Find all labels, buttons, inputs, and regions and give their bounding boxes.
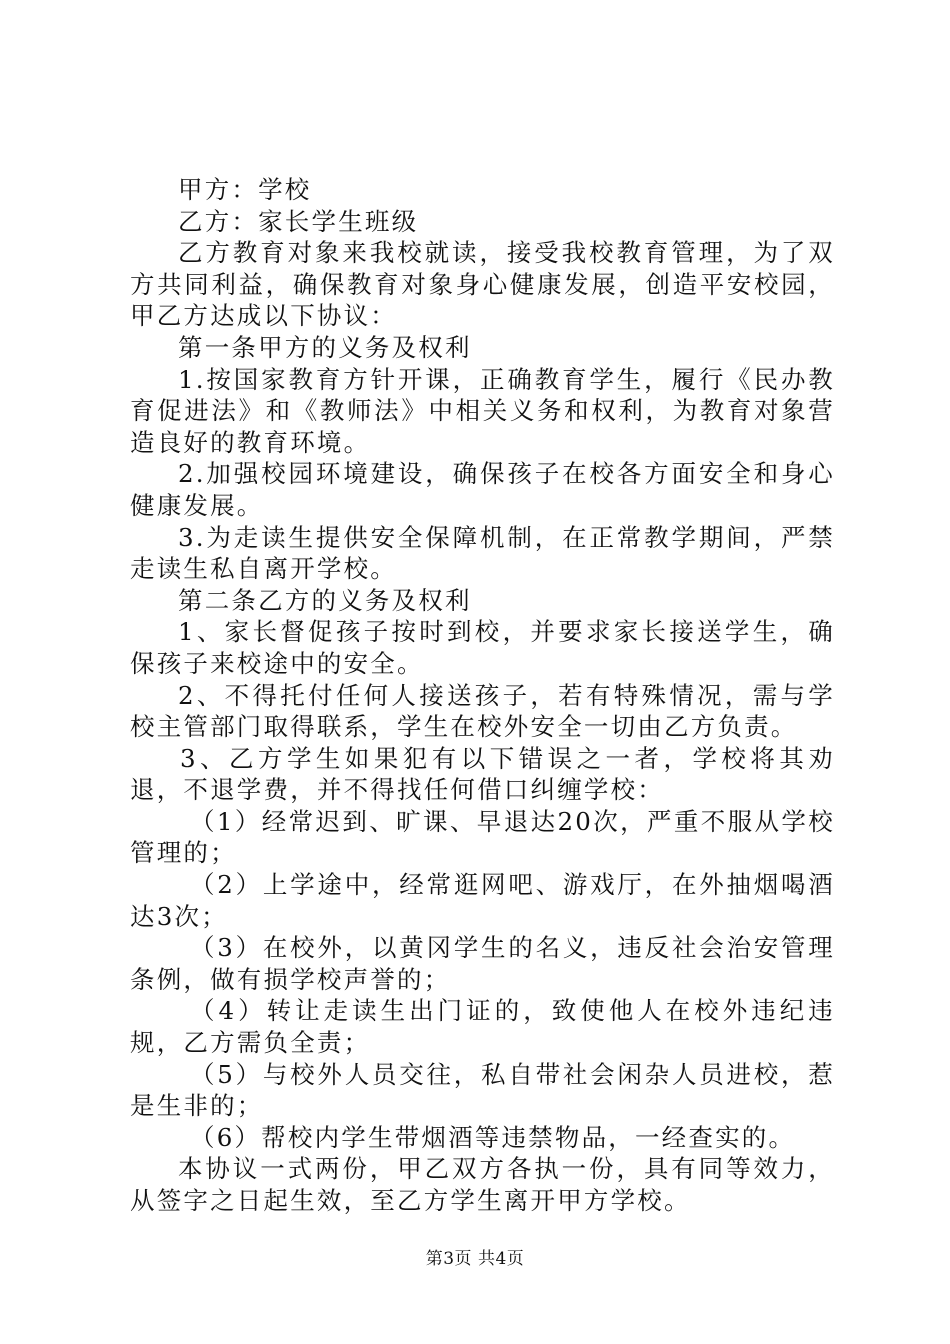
sub-item-4: （4）转让走读生出门证的，致使他人在校外违纪违规，乙方需负全责；: [130, 996, 835, 1058]
paragraph-party-a-item-1: 1.按国家教育方针开课，正确教育学生，履行《民办教育促进法》和《教师法》中相关义务和权利，为教育对象营造良好的教育环境。: [130, 364, 835, 457]
sub-item-2: （2）上学途中，经常逛网吧、游戏厅，在外抽烟喝酒达3次；: [130, 870, 835, 931]
section-heading-party-a: 第一条甲方的义务及权利: [178, 332, 472, 362]
paragraph-party-b-item-3: 3、乙方学生如果犯有以下错误之一者，学校将其劝退，不退学费，并不得找任何借口纠缠学校：: [130, 743, 835, 805]
paragraph-party-b-item-2: 2、不得托付任何人接送孩子，若有特殊情况，需与学校主管部门取得联系，学生在校外安全一切由乙方负责。: [130, 680, 835, 742]
paragraph-party-b: 乙方：家长学生班级: [178, 206, 419, 236]
paragraph-party-a-item-3: 3.为走读生提供安全保障机制，在正常教学期间，严禁走读生私自离开学校。: [130, 522, 835, 584]
section-heading-party-b: 第二条乙方的义务及权利: [178, 585, 472, 615]
sub-item-1: （1）经常迟到、旷课、早退达20次，严重不服从学校管理的；: [130, 806, 835, 868]
paragraph-closing: 本协议一式两份，甲乙双方各执一份，具有同等效力，从签字之日起生效，至乙方学生离开甲方学校。: [130, 1154, 835, 1215]
document-body: [130, 174, 835, 1217]
paragraph-party-b-item-1: 1、家长督促孩子按时到校，并要求家长接送学生，确保孩子来校途中的安全。: [130, 617, 835, 678]
sub-item-5: （5）与校外人员交往，私自带社会闲杂人员进校，惹是生非的；: [130, 1059, 835, 1121]
page-number-footer: 第3页 共4页: [425, 1249, 525, 1269]
sub-item-3: （3）在校外，以黄冈学生的名义，违反社会治安管理条例，做有损学校声誉的；: [130, 933, 835, 994]
paragraph-preamble: 乙方教育对象来我校就读，接受我校教育管理，为了双方共同利益，确保教育对象身心健康发展，创造平安校园，甲乙方达成以下协议：: [130, 238, 835, 331]
paragraph-party-a-item-2: 2.加强校园环境建设，确保孩子在校各方面安全和身心健康发展。: [130, 459, 835, 520]
paragraph-party-a: 甲方：学校: [178, 175, 312, 204]
sub-item-6: （6）帮校内学生带烟酒等违禁物品，一经查实的。: [190, 1122, 796, 1152]
